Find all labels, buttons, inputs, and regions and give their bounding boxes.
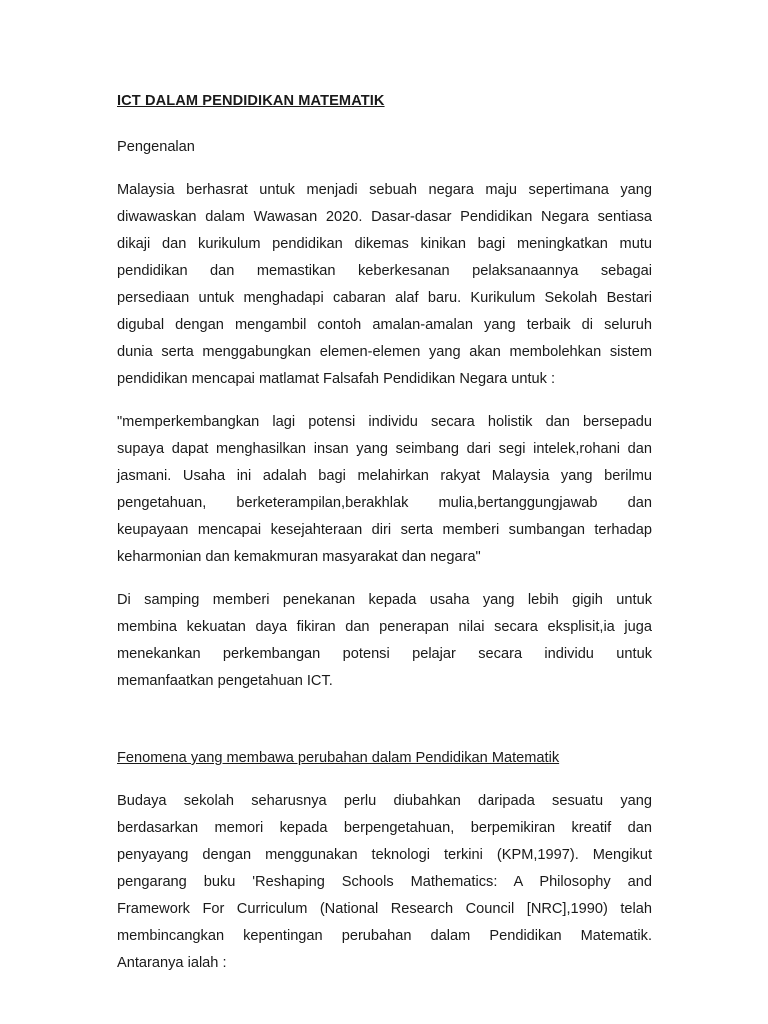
second-paragraph bbox=[117, 587, 652, 695]
paragraph-line: Malaysia berhasrat untuk menjadi sebuah negara maju sepertimana yang bbox=[117, 182, 652, 198]
section-heading bbox=[117, 745, 652, 772]
paragraph-line: pendidikan mencapai matlamat Falsafah Pendidikan Negara untuk : bbox=[117, 371, 556, 387]
intro-paragraph bbox=[117, 177, 652, 393]
section-heading-text: Fenomena yang membawa perubahan dalam Pendidikan Matematik bbox=[117, 750, 560, 766]
paragraph-line: menekankan perkembangan potensi pelajar secara individu untuk bbox=[117, 646, 652, 662]
paragraph-line: diwawaskan dalam Wawasan 2020. Dasar-dasar Pendidikan Negara sentiasa bbox=[117, 209, 652, 225]
paragraph-line: Di samping memberi penekanan kepada usaha yang lebih gigih untuk bbox=[117, 592, 652, 608]
paragraph-line: dikaji dan kurikulum pendidikan dikemas kinikan bagi meningkatkan mutu bbox=[117, 236, 652, 252]
quote-paragraph bbox=[117, 409, 652, 571]
paragraph-line: pengarang buku 'Reshaping Schools Mathematics: A Philosophy and bbox=[117, 874, 652, 890]
paragraph-line: dunia serta menggabungkan elemen-elemen yang akan membolehkan sistem bbox=[117, 344, 652, 360]
paragraph-line: membina kekuatan daya fikiran dan penerapan nilai secara eksplisit,ia juga bbox=[117, 619, 652, 635]
quote-line: keharmonian dan kemakmuran masyarakat dan negara" bbox=[117, 549, 481, 565]
paragraph-line: memanfaatkan pengetahuan ICT. bbox=[117, 673, 333, 689]
paragraph-line: Budaya sekolah seharusnya perlu diubahkan daripada sesuatu yang bbox=[117, 793, 652, 809]
paragraph-line: Antaranya ialah : bbox=[117, 955, 227, 971]
paragraph-line: membincangkan kepentingan perubahan dalam Pendidikan Matematik. bbox=[117, 928, 652, 944]
document-body bbox=[117, 88, 652, 993]
quote-line: "memperkembangkan lagi potensi individu secara holistik dan bersepadu bbox=[117, 414, 652, 430]
paragraph-line: digubal dengan mengambil contoh amalan-amalan yang terbaik di seluruh bbox=[117, 317, 652, 333]
paragraph-line: berdasarkan memori kepada berpengetahuan, berpemikiran kreatif dan bbox=[117, 820, 652, 836]
paragraph-line: persediaan untuk menghadapi cabaran alaf baru. Kurikulum Sekolah Bestari bbox=[117, 290, 652, 306]
quote-line: jasmani. Usaha ini adalah bagi melahirkan rakyat Malaysia yang berilmu bbox=[117, 468, 652, 484]
intro-heading: Pengenalan bbox=[117, 139, 195, 155]
document-title: ICT DALAM PENDIDIKAN MATEMATIK bbox=[117, 93, 385, 109]
quote-line: pengetahuan, berketerampilan,berakhlak mulia,bertanggungjawab dan bbox=[117, 495, 652, 511]
paragraph-line: Framework For Curriculum (National Research Council [NRC],1990) telah bbox=[117, 901, 652, 917]
paragraph-line: penyayang dengan menggunakan teknologi terkini (KPM,1997). Mengikut bbox=[117, 847, 652, 863]
section-spacer bbox=[117, 711, 652, 745]
quote-line: supaya dapat menghasilkan insan yang seimbang dari segi intelek,rohani dan bbox=[117, 441, 652, 457]
quote-line: keupayaan mencapai kesejahteraan diri serta memberi sumbangan terhadap bbox=[117, 522, 652, 538]
third-paragraph bbox=[117, 788, 652, 977]
paragraph-line: pendidikan dan memastikan keberkesanan pelaksanaannya sebagai bbox=[117, 263, 652, 279]
